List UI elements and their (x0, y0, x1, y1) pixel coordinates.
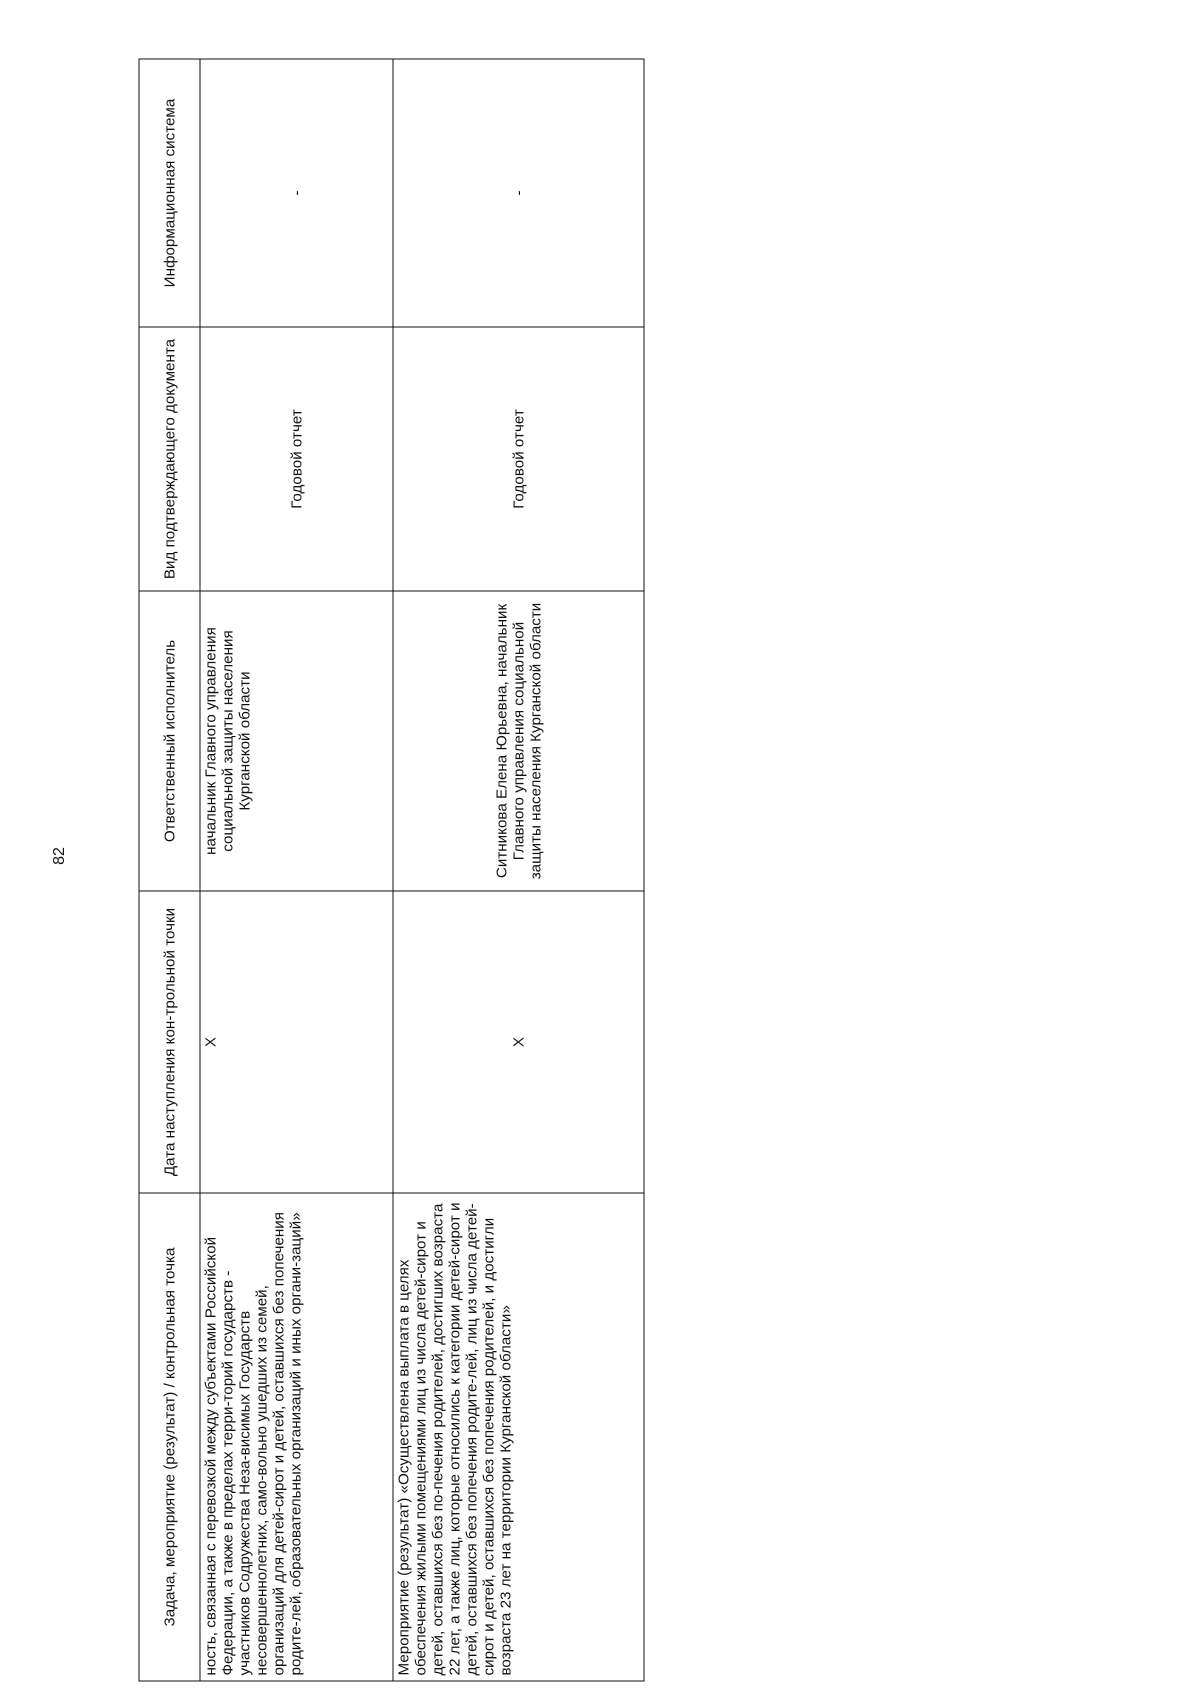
header-date: Дата наступления кон-трольной точки (139, 891, 200, 1193)
page-number: 82 (51, 847, 68, 865)
row-2-document: Годовой отчет (393, 327, 644, 591)
table-row (200, 59, 393, 1681)
header-system: Информационная система (139, 59, 200, 327)
row-1-date: X (200, 891, 393, 1193)
row-1-executor: начальник Главного управления социальной защиты населения Курганской области (200, 591, 393, 891)
row-1-document: Годовой отчет (200, 327, 393, 591)
row-2-executor: Ситникова Елена Юрьевна, начальник Главного управления социальной защиты населения Курганской области (393, 591, 644, 891)
row-2-task: Мероприятие (результат) «Осуществлена выплата в целях обеспечения жилыми помещениями лиц из числа детей-сирот и детей, оставшихся без по-печения родителей, достигших возраста 22 лет, а также лиц, которые относились к категории детей-сирот и детей, оставшихся без попечения родите-лей, лиц из числа детей-сирот и детей, оставшихся без попечения родителей, и достигли возраста 23 лет на территории Курганской области» (393, 1193, 644, 1681)
row-2-system: - (393, 59, 644, 327)
row-1-system: - (200, 59, 393, 327)
row-2-date: X (393, 891, 644, 1193)
table-header-row (139, 59, 200, 1681)
header-executor: Ответственный исполнитель (139, 591, 200, 891)
rotated-table-container (138, 58, 643, 1680)
control-points-table (138, 58, 644, 1681)
header-task: Задача, мероприятие (результат) / контрольная точка (139, 1193, 200, 1681)
header-document: Вид подтверждающего документа (139, 327, 200, 591)
row-1-task: ность, связанная с перевозкой между субъектами Российской Федерации, а также в пределах терри-торий государств - участников Содружества Неза-висимых Государств несовершеннолетних, само-вольно ушедших из семей, организаций для детей-сирот и детей, оставшихся без попечения родите-лей, образовательных организаций и иных органи-заций» (200, 1193, 393, 1681)
table-row (393, 59, 644, 1681)
